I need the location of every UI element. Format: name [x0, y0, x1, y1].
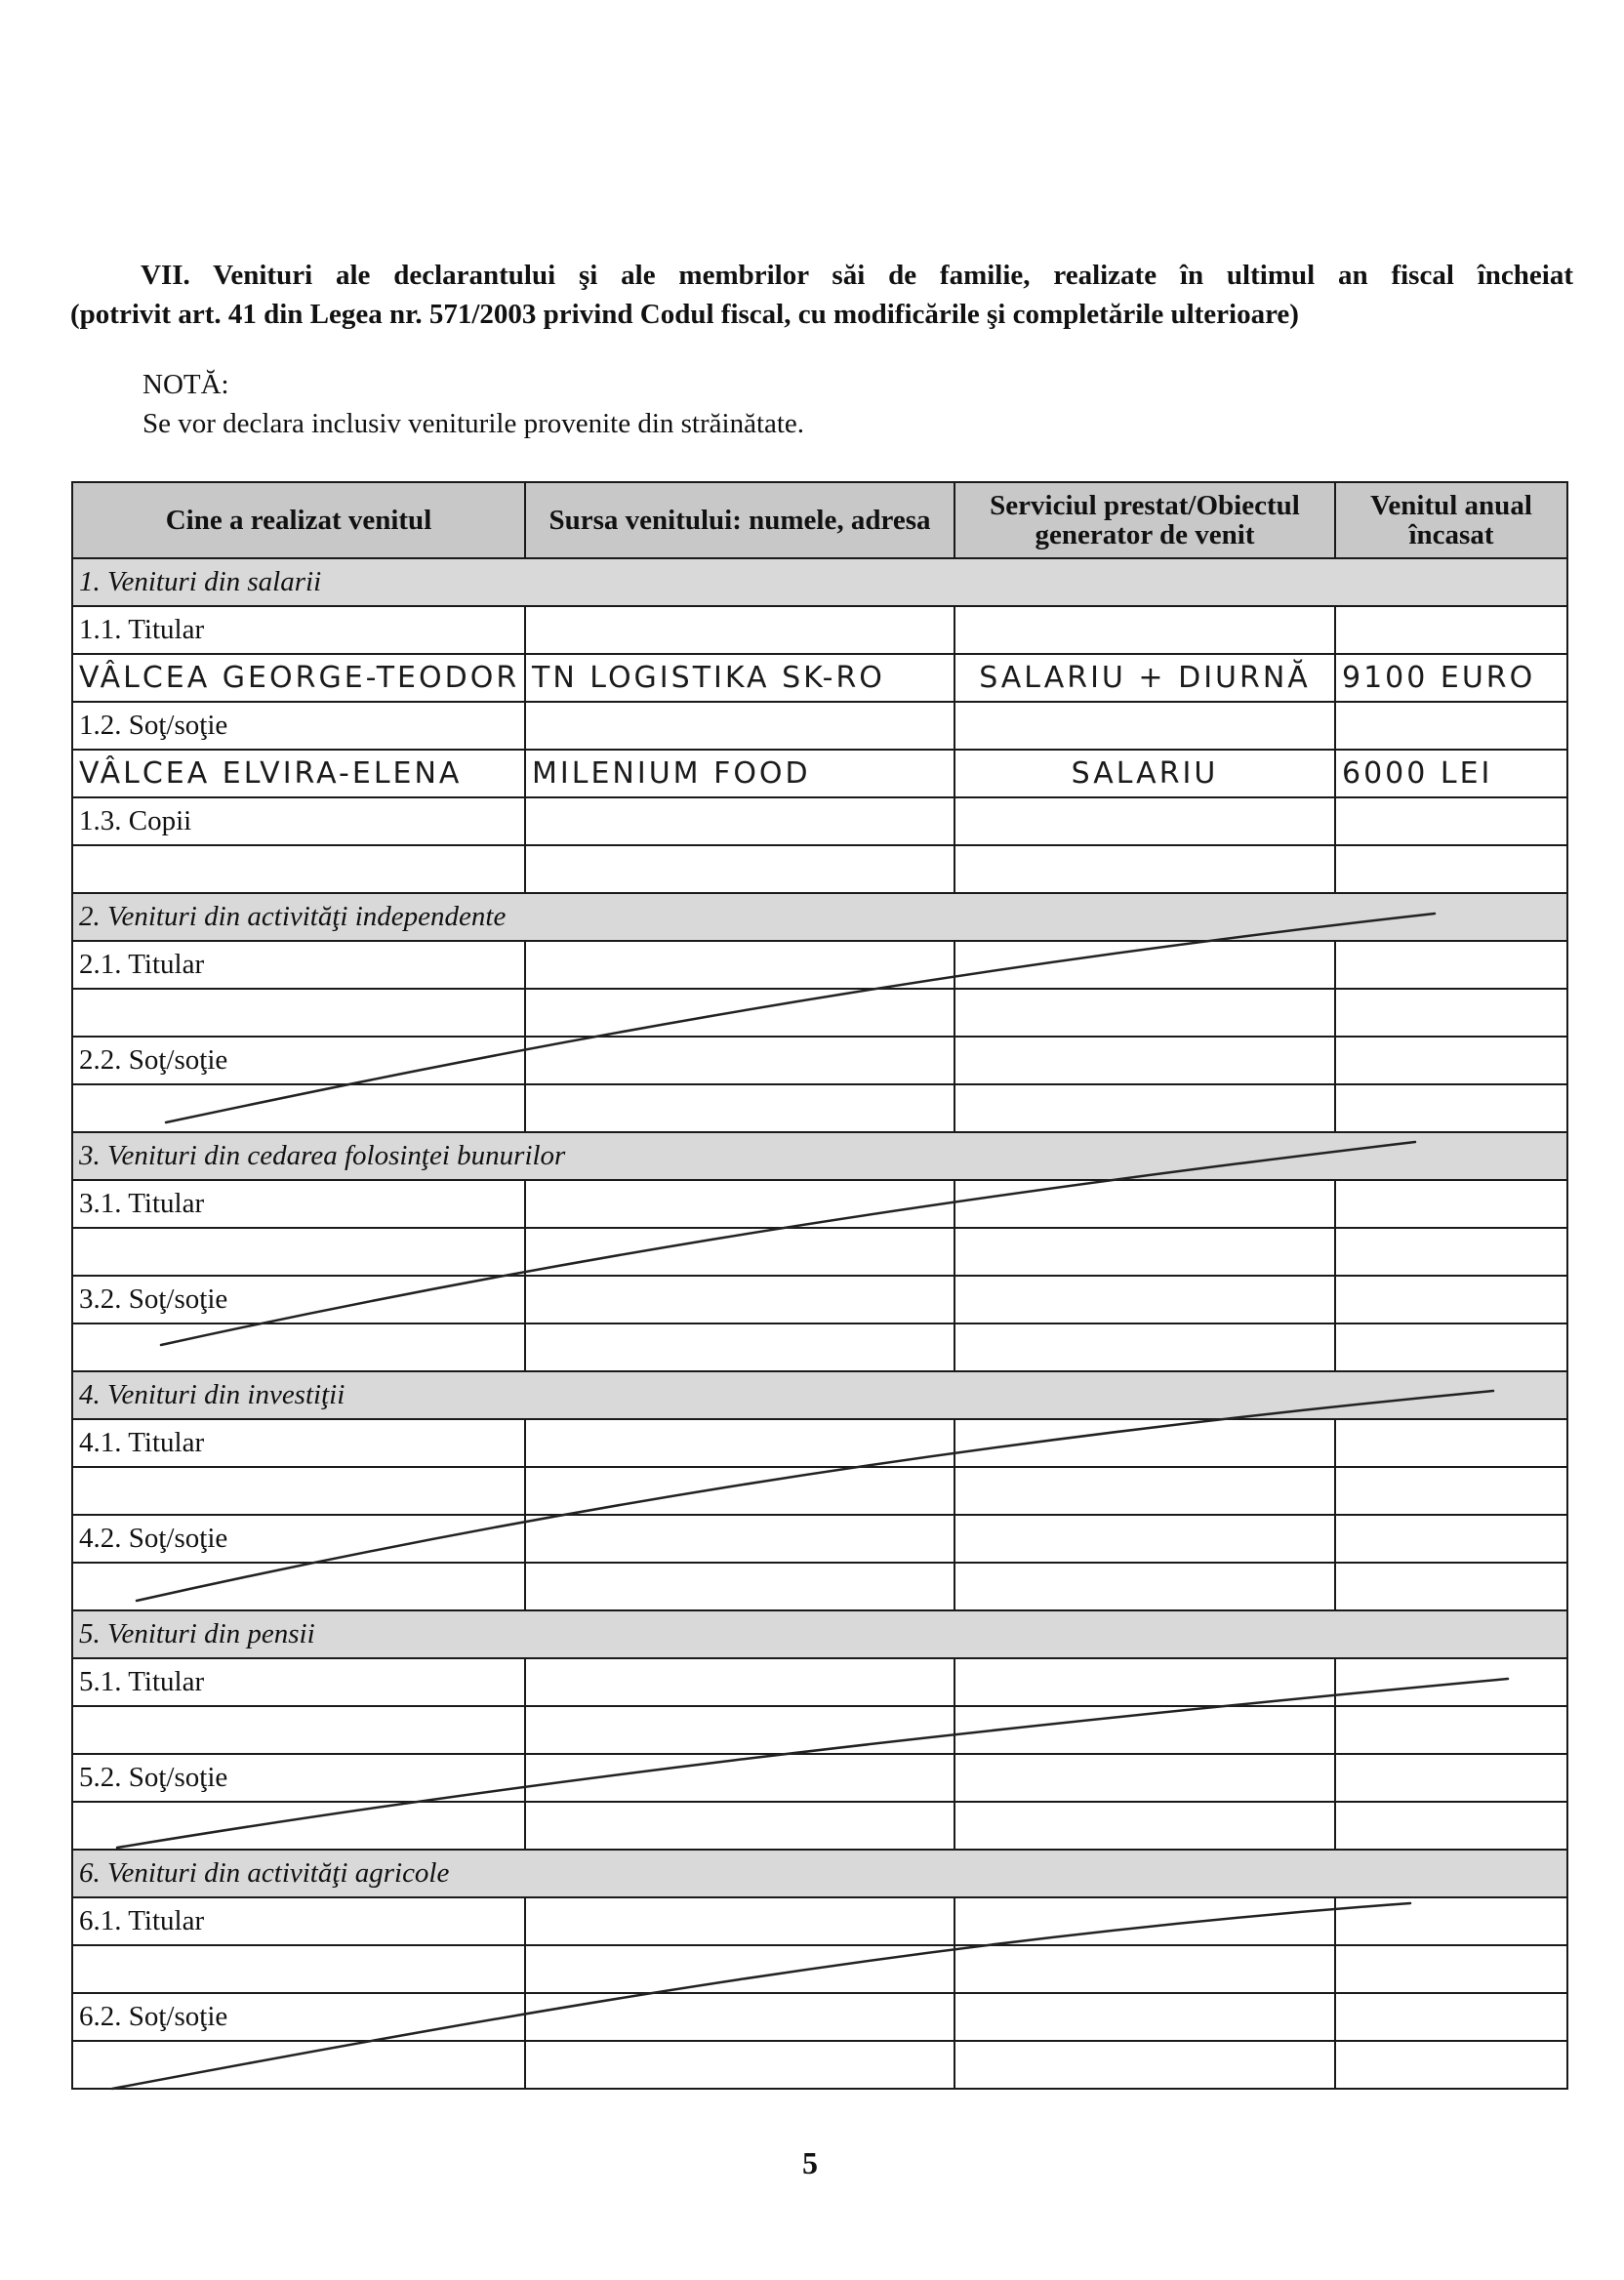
table-row: [72, 1993, 1567, 2041]
header-service: Serviciul prestat/Obiectul generator de venit: [954, 482, 1335, 558]
entry-source: MILENIUM FOOD: [525, 750, 954, 797]
row-label: 1.1. Titular: [72, 606, 525, 654]
table-row: [72, 941, 1567, 989]
table-row: [72, 702, 1567, 750]
table-row: [72, 1563, 1567, 1610]
section-title: 4. Venituri din investiţii: [72, 1371, 1567, 1419]
income-table: [71, 481, 1568, 2090]
entry-amount: 9100 EURO: [1335, 654, 1567, 702]
entry-source: TN LOGISTIKA SK-RO: [525, 654, 954, 702]
table-row: [72, 1515, 1567, 1563]
table-row: [72, 845, 1567, 893]
table-row: [72, 1228, 1567, 1276]
table-row: [72, 2041, 1567, 2089]
row-label: 3.1. Titular: [72, 1180, 525, 1228]
row-label: 3.2. Soţ/soţie: [72, 1276, 525, 1323]
row-label: 2.2. Soţ/soţie: [72, 1037, 525, 1084]
row-label: 4.1. Titular: [72, 1419, 525, 1467]
row-label: 2.1. Titular: [72, 941, 525, 989]
table-row: [72, 1467, 1567, 1515]
header-row: [72, 482, 1567, 558]
table-row: [72, 797, 1567, 845]
row-label: 6.2. Soţ/soţie: [72, 1993, 525, 2041]
row-label: 5.1. Titular: [72, 1658, 525, 1706]
table-row: [72, 1945, 1567, 1993]
heading-line-2: (potrivit art. 41 din Legea nr. 571/2003 privind Codul fiscal, cu modificările şi completările ulterioare): [70, 299, 1299, 330]
section-row: [72, 1610, 1567, 1658]
section-row: [72, 1850, 1567, 1897]
table-row: [72, 1658, 1567, 1706]
section-title: 5. Venituri din pensii: [72, 1610, 1567, 1658]
section-row: [72, 1371, 1567, 1419]
section-row: [72, 1132, 1567, 1180]
row-label: 1.2. Soţ/soţie: [72, 702, 525, 750]
table-row: [72, 989, 1567, 1037]
section-title: 6. Venituri din activităţi agricole: [72, 1850, 1567, 1897]
row-label: 6.1. Titular: [72, 1897, 525, 1945]
table-row: [72, 1323, 1567, 1371]
entry-service: SALARIU + DIURNĂ: [954, 654, 1335, 702]
heading-line-1: VII. Venituri ale declarantului şi ale membrilor săi de familie, realizate în ultimul an fiscal încheiat: [141, 260, 1573, 291]
row-label: 1.3. Copii: [72, 797, 525, 845]
table-row: [72, 1802, 1567, 1850]
table-row: [72, 1037, 1567, 1084]
table-row: [72, 1706, 1567, 1754]
row-label: 4.2. Soţ/soţie: [72, 1515, 525, 1563]
table-row: [72, 606, 1567, 654]
header-amount: Venitul anual încasat: [1335, 482, 1567, 558]
row-label: 5.2. Soţ/soţie: [72, 1754, 525, 1802]
table-row: [72, 1276, 1567, 1323]
section-title: 1. Venituri din salarii: [72, 558, 1567, 606]
section-heading: [70, 256, 1573, 334]
entry-who: VÂLCEA GEORGE-TEODOR: [72, 654, 525, 702]
table-row: [72, 1419, 1567, 1467]
nota-text: Se vor declara inclusiv veniturile provenite din străinătate.: [142, 408, 805, 439]
section-row: [72, 558, 1567, 606]
table-row: [72, 654, 1567, 702]
table-row: [72, 1754, 1567, 1802]
entry-service: SALARIU: [954, 750, 1335, 797]
section-title: 2. Venituri din activităţi independente: [72, 893, 1567, 941]
table-row: [72, 1180, 1567, 1228]
entry-amount: 6000 LEI: [1335, 750, 1567, 797]
page-number: 5: [802, 2145, 818, 2180]
header-who: Cine a realizat venitul: [72, 482, 525, 558]
table-row: [72, 750, 1567, 797]
table-row: [72, 1897, 1567, 1945]
entry-who: VÂLCEA ELVIRA-ELENA: [72, 750, 525, 797]
header-source: Sursa venitului: numele, adresa: [525, 482, 954, 558]
section-title: 3. Venituri din cedarea folosinţei bunurilor: [72, 1132, 1567, 1180]
nota-label: NOTĂ:: [142, 369, 229, 400]
section-row: [72, 893, 1567, 941]
table-row: [72, 1084, 1567, 1132]
